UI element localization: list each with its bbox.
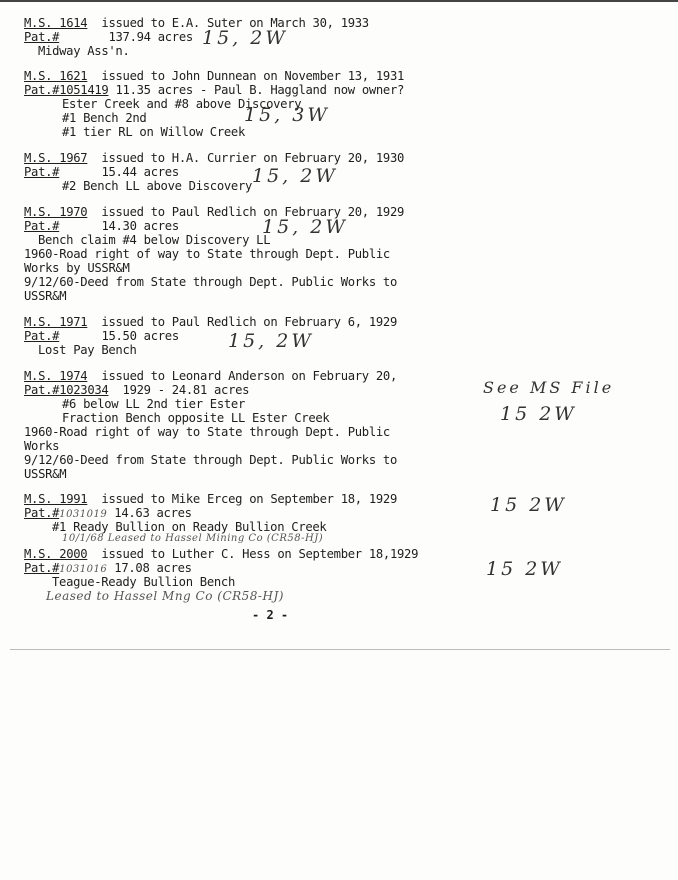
issued-text: issued to Paul Redlich on February 6, 1929 — [101, 315, 397, 329]
patent-label: Pat.#1051419 — [24, 83, 109, 97]
handwritten-patent-number: 1031016 — [59, 564, 108, 575]
entry-6-note-2: Fraction Bench opposite LL Ester Creek — [62, 411, 330, 425]
issued-text: issued to Luther C. Hess on September 18,1929 — [101, 547, 419, 561]
entry-3-patent — [24, 165, 179, 179]
handwritten-township-range: 15, 3W — [244, 104, 330, 126]
bottom-divider — [10, 649, 670, 650]
handwritten-township-range: 15 2W — [500, 403, 577, 425]
handwritten-see-ms-file: See MS File — [483, 378, 615, 397]
acres-text: 17.08 acres — [114, 561, 192, 575]
entry-3-note-1: #2 Bench LL above Discovery — [62, 179, 253, 193]
entry-5-header — [24, 315, 397, 329]
issued-text: issued to Mike Erceg on September 18, 1929 — [101, 492, 397, 506]
ms-number: M.S. 1971 — [24, 315, 88, 329]
entry-6-extra-4: USSR&M — [24, 467, 67, 481]
issued-text: issued to John Dunnean on November 13, 1931 — [101, 69, 405, 83]
acres-text: 15.44 acres — [101, 165, 179, 179]
patent-label: Pat.# — [24, 30, 60, 44]
handwritten-lease-note: Leased to Hassel Mng Co (CR58-HJ) — [46, 589, 284, 603]
handwritten-township-range: 15 2W — [486, 558, 563, 580]
acres-text: 11.35 acres - Paul B. Haggland now owner? — [115, 83, 405, 97]
issued-text: issued to E.A. Suter on March 30, 1933 — [101, 16, 369, 30]
issued-text: issued to Leonard Anderson on February 20, — [101, 369, 397, 383]
issued-text: issued to Paul Redlich on February 20, 1929 — [101, 205, 405, 219]
entry-5-patent — [24, 329, 179, 343]
patent-label: Pat.# — [24, 329, 60, 343]
acres-text: 15.50 acres — [101, 329, 179, 343]
entry-2-note-3: #1 tier RL on Willow Creek — [62, 125, 245, 139]
ms-number: M.S. 2000 — [24, 547, 88, 561]
top-border — [0, 0, 678, 2]
acres-text: 1929 - 24.81 acres — [122, 383, 250, 397]
entry-3-header — [24, 151, 404, 165]
entry-2-patent — [24, 83, 404, 97]
entry-6-note-1: #6 below LL 2nd tier Ester — [62, 397, 245, 411]
ms-number: M.S. 1967 — [24, 151, 88, 165]
entry-4-extra-1: 1960-Road right of way to State through Dept. Public — [24, 247, 390, 261]
ms-number: M.S. 1991 — [24, 492, 88, 506]
entry-2-header — [24, 69, 404, 83]
entry-4-patent — [24, 219, 179, 233]
entry-8-header — [24, 547, 418, 561]
entry-4-extra-3: 9/12/60-Deed from State through Dept. Public Works to — [24, 275, 397, 289]
ms-number: M.S. 1974 — [24, 369, 88, 383]
entry-2-note-1: Ester Creek and #8 above Discovery — [62, 97, 302, 111]
acres-text: 14.63 acres — [114, 506, 192, 520]
entry-6-extra-3: 9/12/60-Deed from State through Dept. Public Works to — [24, 453, 397, 467]
handwritten-township-range: 15 2W — [490, 494, 567, 516]
entry-6-extra-2: Works — [24, 439, 60, 453]
entry-6-extra-1: 1960-Road right of way to State through Dept. Public — [24, 425, 390, 439]
entry-1-note-1: Midway Ass'n. — [38, 44, 130, 58]
handwritten-lease-note: 10/1/68 Leased to Hassel Mining Co (CR58-HJ) — [62, 533, 324, 544]
issued-text: issued to H.A. Currier on February 20, 1930 — [101, 151, 405, 165]
handwritten-township-range: 15, 2W — [228, 330, 314, 352]
patent-label: Pat.# — [24, 165, 60, 179]
entry-4-extra-4: USSR&M — [24, 289, 67, 303]
handwritten-township-range: 15, 2W — [252, 165, 338, 187]
entry-8-note-1: Teague-Ready Bullion Bench — [52, 575, 235, 589]
entry-7-header — [24, 492, 397, 506]
entry-4-note-1: Bench claim #4 below Discovery LL — [38, 233, 271, 247]
entry-6-header — [24, 369, 397, 383]
entry-1-header — [24, 16, 369, 30]
ms-number: M.S. 1970 — [24, 205, 88, 219]
entry-4-extra-2: Works by USSR&M — [24, 261, 130, 275]
ms-number: M.S. 1614 — [24, 16, 88, 30]
handwritten-township-range: 15, 2W — [262, 216, 348, 238]
entry-7-note-1: #1 Ready Bullion on Ready Bullion Creek — [52, 520, 327, 534]
entry-2-note-2: #1 Bench 2nd — [62, 111, 147, 125]
entry-6-patent — [24, 383, 249, 397]
handwritten-township-range: 15, 2W — [202, 27, 288, 49]
entry-1-patent — [24, 30, 193, 44]
page-number: - 2 - — [252, 608, 289, 622]
acres-text: 137.94 acres — [108, 30, 193, 44]
patent-label: Pat.#1023034 — [24, 383, 109, 397]
patent-label: Pat.# — [24, 506, 60, 520]
acres-text: 14.30 acres — [101, 219, 179, 233]
ms-number: M.S. 1621 — [24, 69, 88, 83]
patent-label: Pat.# — [24, 219, 60, 233]
entry-5-note-1: Lost Pay Bench — [38, 343, 137, 357]
handwritten-patent-number: 1031019 — [59, 509, 108, 520]
patent-label: Pat.# — [24, 561, 60, 575]
